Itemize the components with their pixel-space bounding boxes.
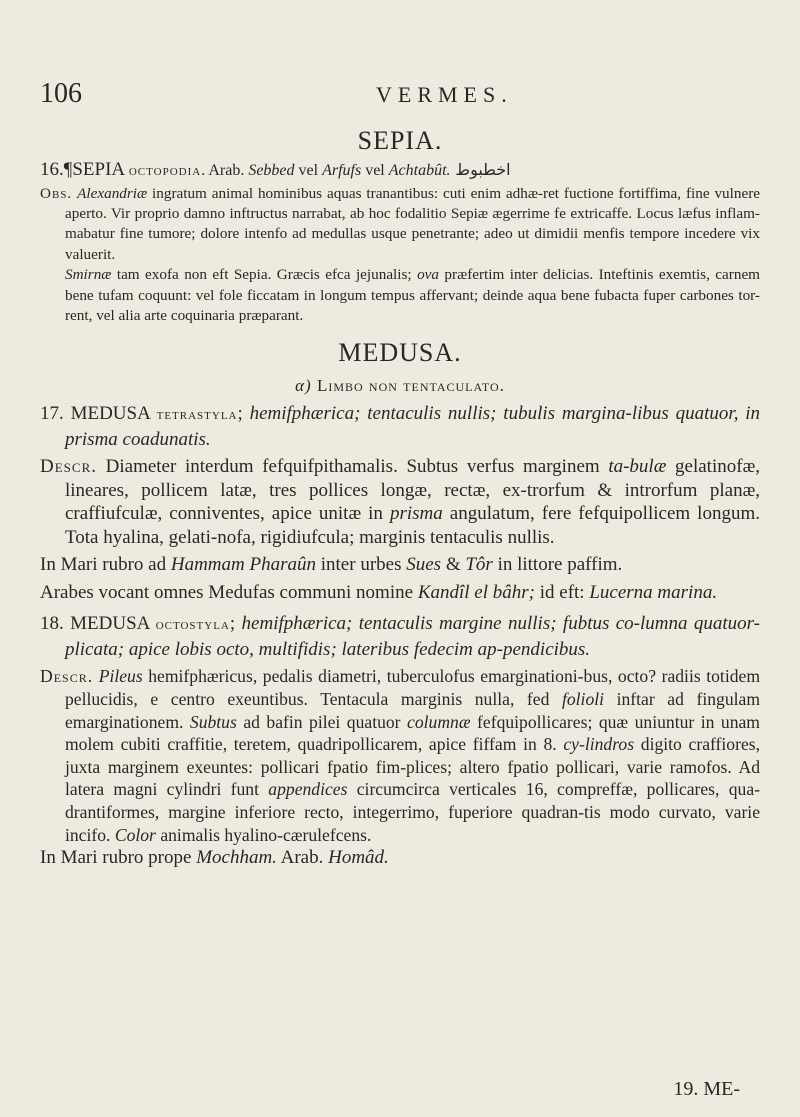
paragraph-mark: ¶ bbox=[63, 159, 73, 180]
page-number: 106 bbox=[40, 78, 82, 109]
entry-18-heading: 18. MEDUSA octostyla; hemifphærica; tentaculis margine nullis; fubtus co-lumna quatuor-plicata; apice lobis octo, multifidis; lateribus fedecim ap-pendicibus. bbox=[40, 613, 760, 660]
arabic-name-3: Achtabût. bbox=[388, 162, 451, 179]
entry-number: 16. bbox=[40, 159, 64, 180]
running-header bbox=[40, 78, 760, 118]
species-name: SEPIA bbox=[72, 159, 125, 180]
subsection-heading: α) Limbo non tentaculato. bbox=[295, 376, 505, 396]
obs-paragraph-2: Smirnæ tam exofa non eft Sepia. Græcis efca jejunalis; ova præfertim inter delicias. Inteftinis exemtis, carnem bene tufam coquunt: vel fole ficcatam in longum tempus affervant; deinde aqua bene fubacta fuper carbones tor-rent, vel alia arte coquinaria præparant. bbox=[65, 266, 760, 324]
obs-label: Obs. bbox=[40, 184, 73, 202]
arabic-script: اخطبوط bbox=[455, 162, 511, 179]
running-title: VERMES. bbox=[376, 82, 513, 107]
entry-17-locality: In Mari rubro ad Hammam Pharaûn inter urbes Sues & Tôr in littore paffim. bbox=[40, 554, 623, 576]
obs-paragraph-1: Obs. Alexandriæ ingratum animal hominibus aquas tranantibus: cuti enim adhæ-ret fuctione fortiffima, fine vulnere aperto. Vir proprio damno inftructus narrabat, ab hoc fodalitio Sepiæ ægerrime fe extricaffe. Locus læfus inflam-mabatur fine tumore; dolore intenfo ad medullas usque penetrante; adeo ut dimidii menfis tempore incedere vix valuerit. bbox=[40, 184, 761, 263]
entry-17-heading: 17. MEDUSA tetrastyla; hemifphærica; tentaculis nullis; tubulis margina-libus quatuor, in prisma coadunatis. bbox=[40, 403, 761, 450]
entry-16-heading: 16.¶SEPIA octopodia. Arab. Sebbed vel Arfufs vel Achtabût. اخطبوط bbox=[40, 159, 511, 180]
arabic-name-1: Sebbed bbox=[248, 162, 295, 179]
entry-18-description: Descr. Pileus hemifphæricus, pedalis diametri, tuberculofus emarginationi-bus, octo? radiis totidem pellucidis, e centro exeuntibus. Tentacula marginis nulla, fed folioli inftar ad fingulam emarginationem. Subtus ad bafin pilei quatuor columnæ fefquipollicares; quæ uniuntur in unam molem cubiti craffitie, teretem, quadripollicarem, apice fiffam in 8. cy-lindros digito craffiores, juxta marginem exeuntes: pollicari fpatio fim-plices; altero fpatio pollicari, varie ramofos. Ad latera magni cylindri funt appendices circumcirca verticales 16, compreffæ, pollicares, qua-drantiformes, margine inferiore recto, integerrimo, fuperiore quadran-tis modo curvato, varie incifo. Color animalis hyalino-cærulefcens. bbox=[40, 666, 761, 845]
catchword: 19. ME- bbox=[673, 1078, 740, 1100]
entry-17-arabic-names: Arabes vocant omnes Medufas communi nomine Kandîl el bâhr; id eft: Lucerna marina. bbox=[40, 581, 718, 603]
entry-17-description: Descr. Diameter interdum fefquifpithamalis. Subtus verfus marginem ta-bulæ gelatinofæ, lineares, pollicem latæ, tres pollices longæ, rectæ, ex-trorfum & introrfum planæ, craffiufculæ, conniventes, apice unitæ in prisma angulatum, fere fefquipollicem longum. Tota hyalina, gelati-nofa, rigidiufcula; marginis tentaculis nullis. bbox=[40, 456, 760, 548]
page-body bbox=[40, 122, 760, 870]
species-epithet: octopodia bbox=[128, 163, 202, 179]
section-title-medusa: MEDUSA. bbox=[338, 338, 462, 368]
arabic-name-2: Arfufs bbox=[322, 162, 362, 179]
entry-18-locality: In Mari rubro prope Mochham. Arab. Homâd. bbox=[40, 847, 389, 869]
section-title-sepia: SEPIA. bbox=[357, 126, 443, 155]
